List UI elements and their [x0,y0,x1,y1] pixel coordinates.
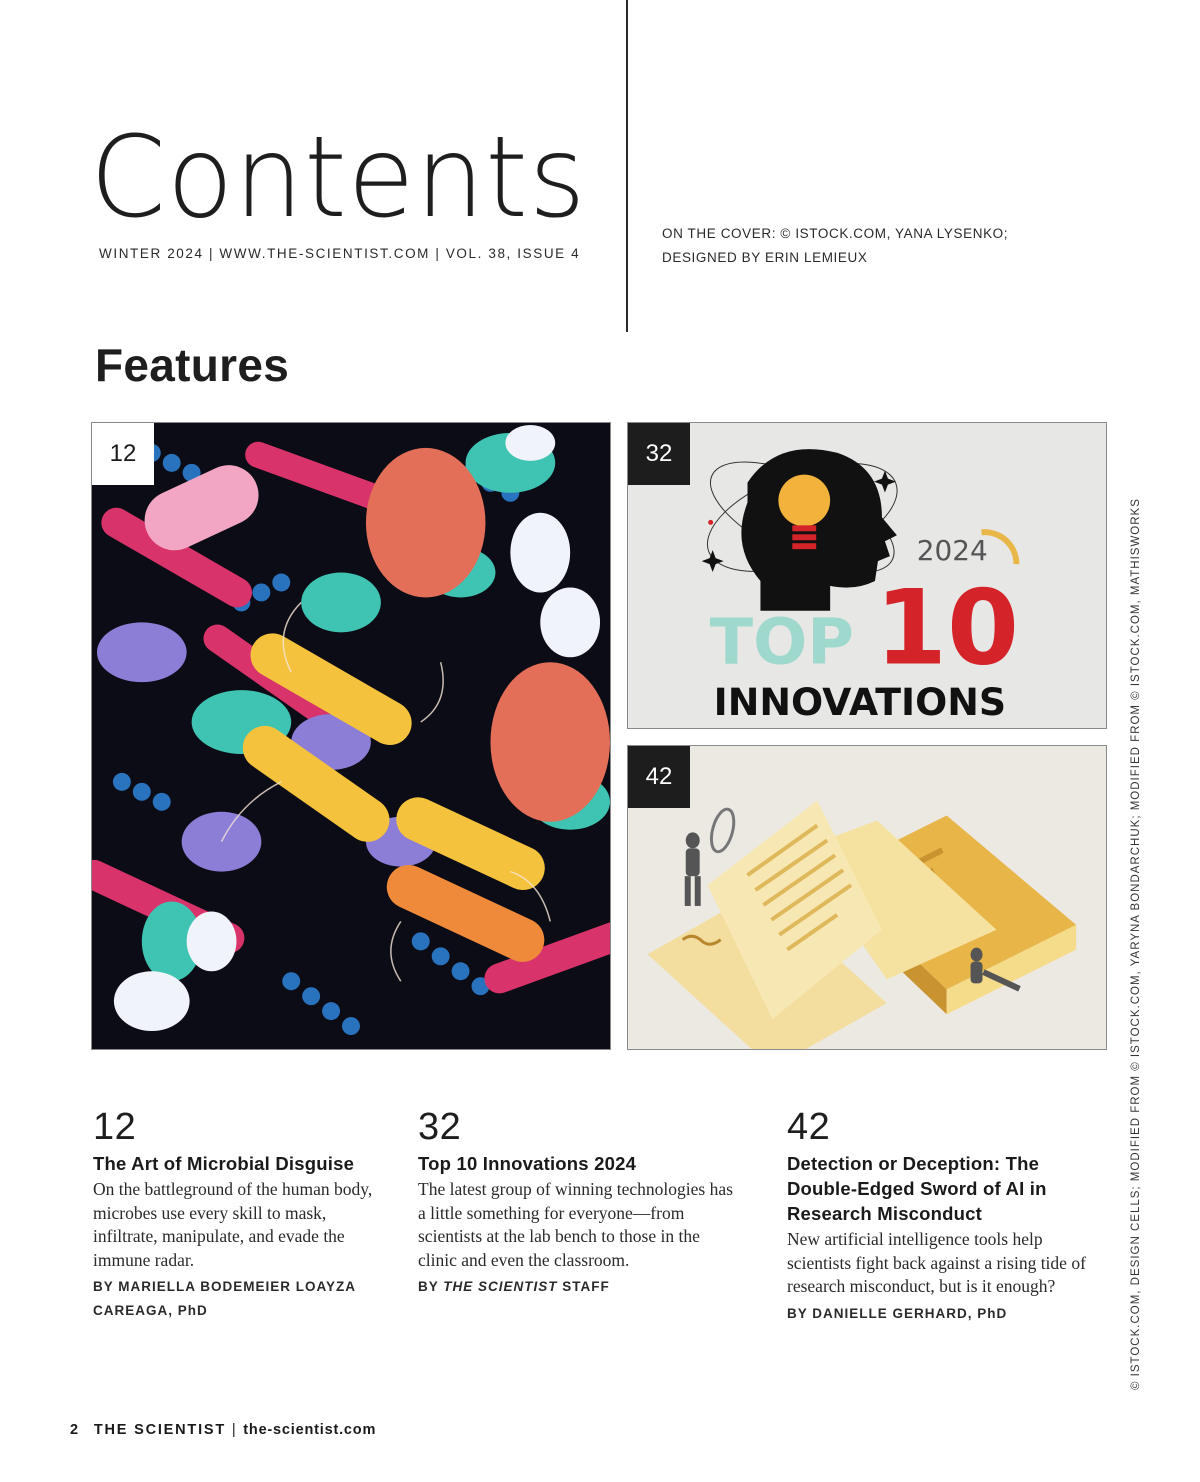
top10-innovations-graphic-icon [628,423,1106,728]
article-byline [418,1275,738,1299]
article-description: On the battleground of the human body, microbes use every skill to mask, infiltrate, manipulate, and evade the immune radar. [93,1179,373,1270]
feature-image-microbes[interactable] [91,422,611,1050]
page-tag: 12 [92,423,154,485]
article-byline: BY DANIELLE GERHARD, PhD [787,1305,1008,1321]
byline-prefix: BY [418,1279,444,1294]
article-32[interactable] [418,1108,738,1299]
page-title: Contents [90,113,587,243]
microbes-illustration-icon [92,423,610,1049]
footer-url[interactable]: the-scientist.com [243,1422,377,1438]
cover-credit [662,222,1008,270]
header-divider [626,0,628,332]
magazine-name: THE SCIENTIST [93,1422,227,1438]
page-tag: 42 [628,746,690,808]
cover-credit-line: DESIGNED BY ERIN LEMIEUX [662,250,868,265]
features-heading: Features [95,339,290,391]
article-42[interactable] [787,1108,1107,1326]
feature-image-top10[interactable] [627,422,1107,729]
page-footer [70,1422,376,1438]
cover-credit-line: ON THE COVER: © ISTOCK.COM, YANA LYSENKO; [662,226,1009,241]
feature-image-ai-misconduct[interactable] [627,745,1107,1050]
page-tag: 32 [628,423,690,485]
article-title[interactable]: The Art of Microbial Disguise [93,1153,355,1174]
issue-info: WINTER 2024 | WWW.THE-SCIENTIST.COM | VOL. 38, ISSUE 4 [99,246,581,261]
graphic-top: TOP [709,605,854,680]
byline-magazine: THE SCIENTIST [443,1279,558,1294]
article-page-number: 32 [418,1106,462,1148]
page-number: 2 [70,1422,80,1438]
photo-credit-vertical: © ISTOCK.COM, DESIGN CELLS; MODIFIED FROM © ISTOCK.COM, YARYNA BONDARCHUK; MODIFIED FROM © ISTOCK.COM, MATHISWORKS [1130,498,1142,1390]
byline-suffix: STAFF [557,1279,610,1294]
article-byline: BY MARIELLA BODEMEIER LOAYZA CAREAGA, PhD [93,1279,356,1318]
article-description: New artificial intelligence tools help scientists fight back against a rising tide of research misconduct, but is it enough? [787,1229,1086,1296]
ai-research-misconduct-illustration-icon [628,746,1106,1049]
article-page-number: 42 [787,1106,831,1148]
article-description: The latest group of winning technologies has a little something for everyone—from scientists at the lab bench to those in the clinic and even the classroom. [418,1179,733,1270]
article-12[interactable] [93,1108,413,1323]
graphic-year: 2024 [916,534,988,568]
graphic-ten: 10 [874,568,1020,689]
article-page-number: 12 [93,1106,137,1148]
article-title[interactable]: Detection or Deception: The Double-Edged Sword of AI in Research Misconduct [787,1153,1047,1224]
graphic-word: INNOVATIONS [713,680,1007,725]
footer-separator: | [226,1422,244,1438]
article-title[interactable]: Top 10 Innovations 2024 [418,1153,637,1174]
